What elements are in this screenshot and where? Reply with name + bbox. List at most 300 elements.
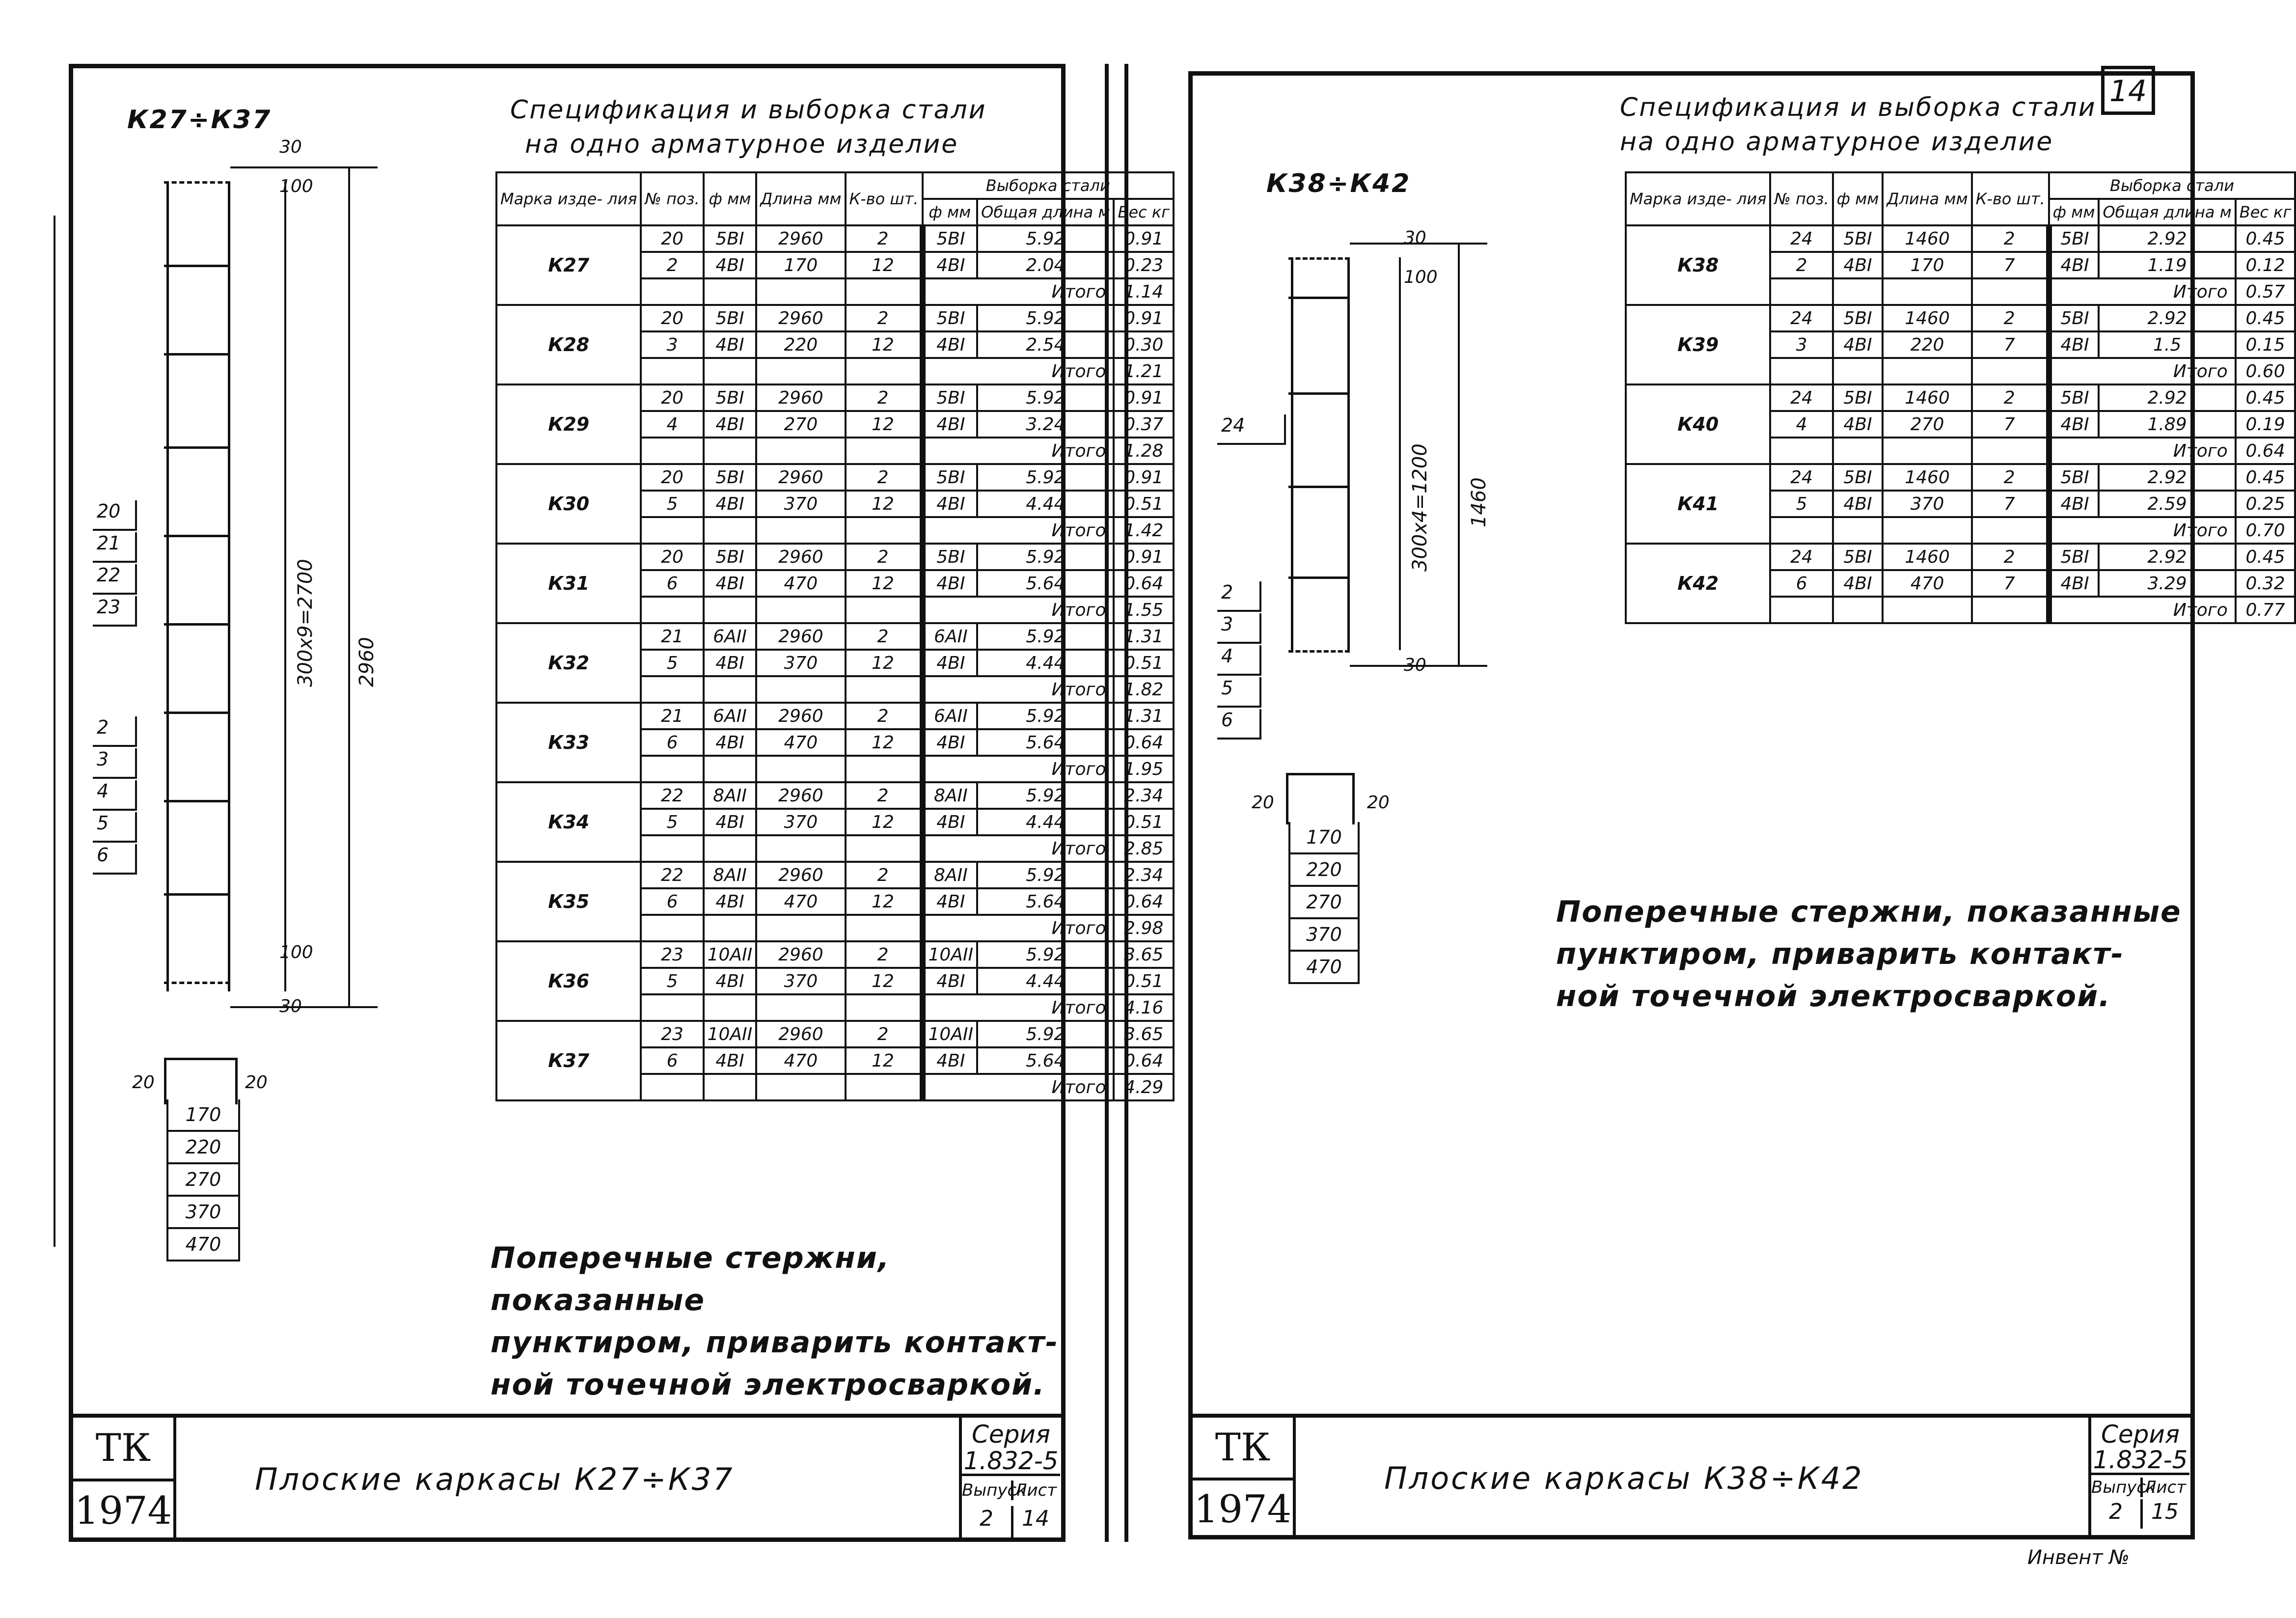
dim-end-top: 100 (279, 176, 313, 196)
col-count: К-во шт. (1972, 172, 2049, 225)
table-cell: 470 (756, 729, 845, 756)
table-cell: 2 (846, 305, 923, 331)
table-cell: 0.12 (2236, 252, 2296, 278)
table-cell: 0.51 (1114, 650, 1174, 676)
position-label: 22 (93, 564, 137, 595)
dimension-line (348, 166, 350, 1006)
spec-table (495, 171, 1175, 1101)
table-cell: 0.91 (1114, 305, 1174, 331)
table-cell: 4ВI (704, 1047, 757, 1074)
table-cell: 2.54 (977, 331, 1114, 358)
product-mark: К33 (496, 703, 641, 782)
col-length: Длина мм (756, 172, 845, 225)
dimension-line (1458, 243, 1460, 665)
position-label: 2 (1217, 581, 1261, 612)
table-row (496, 305, 1174, 331)
product-mark: К41 (1626, 464, 1770, 544)
table-cell: 2.92 (2099, 464, 2235, 491)
col-pos: № поз. (641, 172, 703, 225)
issue-label: Выпуск (962, 1481, 1027, 1500)
table-cell: 2 (1770, 252, 1832, 278)
table-cell: 170 (1883, 252, 1971, 278)
table-cell: 2 (1972, 544, 2049, 570)
note-line: пунктиром, приварить контакт- (1556, 937, 2125, 971)
table-cell: 2 (846, 862, 923, 888)
empty-cell (756, 756, 845, 782)
product-mark: К35 (496, 862, 641, 941)
corner-label: К38÷К42 (1266, 169, 1411, 198)
table-cell: 0.91 (1114, 384, 1174, 411)
table-row (496, 464, 1174, 491)
dim-top: 30 (279, 137, 302, 157)
table-cell: 470 (756, 570, 845, 597)
table-cell: 12 (846, 331, 923, 358)
width-value: 220 (1288, 854, 1360, 887)
table-cell: 4ВI (1833, 570, 1883, 597)
cage-crossbar (164, 353, 230, 356)
table-cell: 1.31 (1114, 623, 1174, 650)
table-cell: 0.32 (2236, 570, 2296, 597)
col-length: Длина мм (1883, 172, 1971, 225)
dim-step: 300х9=2700 (294, 559, 317, 687)
table-cell: 5ВI (704, 384, 757, 411)
table-cell: 2.92 (2099, 384, 2235, 411)
total-value: 1.55 (1114, 597, 1174, 623)
table-cell: 5.92 (977, 225, 1114, 252)
total-value: 1.95 (1114, 756, 1174, 782)
table-cell: 470 (756, 888, 845, 915)
empty-cell (1883, 517, 1971, 544)
position-label: 2 (93, 716, 137, 747)
empty-cell (1770, 517, 1832, 544)
empty-cell (704, 835, 757, 862)
issue-number: 2 (962, 1506, 1013, 1541)
table-cell: 2960 (756, 623, 845, 650)
table-cell: 5.92 (977, 782, 1114, 809)
table-cell: 6АII (923, 623, 978, 650)
table-cell: 20 (641, 464, 703, 491)
org-code: ТК (73, 1418, 176, 1479)
col-dia: ф мм (1833, 172, 1883, 225)
empty-cell (756, 278, 845, 305)
col-sel-dia: ф мм (923, 199, 978, 225)
issue-number: 2 (2091, 1499, 2143, 1529)
empty-cell (1770, 358, 1832, 384)
table-cell: 4ВI (704, 411, 757, 438)
table-cell: 1460 (1883, 384, 1971, 411)
position-label: 5 (1217, 677, 1261, 708)
table-cell: 220 (1883, 331, 1971, 358)
cage-crossbar (1288, 650, 1350, 653)
series-number: 1.832-5 (962, 1448, 1060, 1476)
table-cell: 2.34 (1114, 782, 1174, 809)
width-offset-right: 20 (1367, 793, 1390, 813)
table-cell: 24 (1770, 384, 1832, 411)
table-cell: 5.92 (977, 544, 1114, 570)
table-cell: 1460 (1883, 464, 1971, 491)
dim-total: 2960 (355, 637, 378, 687)
sheet-number: 15 (2151, 1499, 2179, 1524)
table-cell: 4ВI (704, 331, 757, 358)
series-label: Серия (972, 1420, 1050, 1449)
table-cell: 7 (1972, 411, 2049, 438)
table-row (496, 623, 1174, 650)
col-mark: Марка изде- лия (496, 172, 641, 225)
empty-cell (704, 1074, 757, 1100)
stamp-year: 1974 (1193, 1478, 1296, 1539)
table-cell: 3 (641, 331, 703, 358)
table-cell: 0.91 (1114, 225, 1174, 252)
dim-bottom: 30 (1404, 655, 1426, 675)
empty-cell (846, 915, 923, 941)
table-cell: 2 (1972, 305, 2049, 331)
table-cell: 1.19 (2099, 252, 2235, 278)
table-cell: 470 (1883, 570, 1971, 597)
table-cell: 8АII (704, 782, 757, 809)
table-cell: 5.64 (977, 729, 1114, 756)
table-cell: 5 (641, 809, 703, 835)
cage-crossbar (164, 712, 230, 714)
product-mark: К27 (496, 225, 641, 305)
table-cell: 4.44 (977, 968, 1114, 994)
table-cell: 5ВI (923, 305, 978, 331)
table-cell: 24 (1770, 464, 1832, 491)
table-cell: 20 (641, 384, 703, 411)
table-row (1626, 225, 2295, 252)
product-mark: К39 (1626, 305, 1770, 384)
table-cell: 5ВI (704, 225, 757, 252)
table-cell: 1.89 (2099, 411, 2235, 438)
empty-cell (756, 358, 845, 384)
table-row (1626, 464, 2295, 491)
dim-total: 1460 (1468, 477, 1490, 527)
product-mark: К29 (496, 384, 641, 464)
table-cell: 7 (1972, 570, 2049, 597)
table-cell: 4ВI (704, 491, 757, 517)
empty-cell (756, 438, 845, 464)
table-cell: 1.5 (2099, 331, 2235, 358)
width-section-frame (1286, 773, 1355, 824)
table-cell: 5ВI (1833, 544, 1883, 570)
table-cell: 2 (846, 941, 923, 968)
table-cell: 4 (641, 411, 703, 438)
cage-crossbar (164, 982, 230, 984)
note-line: ной точечной электросваркой. (1556, 979, 2111, 1014)
empty-cell (756, 994, 845, 1021)
dimension-line (284, 181, 286, 991)
total-label: Итого (923, 756, 1114, 782)
table-cell: 0.91 (1114, 464, 1174, 491)
total-label: Итого (2049, 438, 2236, 464)
table-cell: 4ВI (923, 1047, 978, 1074)
position-label: 3 (93, 748, 137, 779)
table-cell: 2 (846, 623, 923, 650)
total-label: Итого (923, 438, 1114, 464)
table-row (1626, 384, 2295, 411)
empty-cell (1883, 358, 1971, 384)
width-value: 270 (1288, 887, 1360, 919)
table-cell: 10АII (923, 941, 978, 968)
table-row (496, 862, 1174, 888)
table-cell: 0.37 (1114, 411, 1174, 438)
table-cell: 4.44 (977, 809, 1114, 835)
table-cell: 2 (846, 384, 923, 411)
table-cell: 4ВI (2049, 411, 2099, 438)
position-label: 6 (1217, 709, 1261, 740)
table-cell: 4ВI (1833, 491, 1883, 517)
cage-crossbar (1288, 257, 1350, 260)
table-cell: 1460 (1883, 225, 1971, 252)
empty-cell (846, 278, 923, 305)
table-cell: 4ВI (923, 570, 978, 597)
dim-step: 300х4=1200 (1409, 443, 1431, 572)
empty-cell (846, 438, 923, 464)
table-cell: 0.51 (1114, 968, 1174, 994)
empty-cell (756, 676, 845, 703)
table-cell: 2 (846, 464, 923, 491)
empty-cell (704, 994, 757, 1021)
table-cell: 10АII (704, 1021, 757, 1047)
drawing-title: Плоские каркасы К27÷К37 (176, 1418, 962, 1541)
empty-cell (1833, 517, 1883, 544)
table-cell: 21 (641, 703, 703, 729)
product-mark: К31 (496, 544, 641, 623)
table-cell: 2.92 (2099, 305, 2235, 331)
table-cell: 7 (1972, 252, 2049, 278)
total-label: Итого (923, 358, 1114, 384)
empty-cell (704, 517, 757, 544)
empty-cell (1770, 278, 1832, 305)
table-cell: 23 (641, 941, 703, 968)
table-cell: 370 (756, 968, 845, 994)
cage-frame (166, 181, 230, 991)
table-cell: 5.92 (977, 862, 1114, 888)
table-cell: 5.92 (977, 305, 1114, 331)
table-cell: 4ВI (1833, 252, 1883, 278)
width-value: 470 (1288, 952, 1360, 984)
title-block (1193, 1414, 2190, 1535)
col-sel-dia: ф мм (2049, 199, 2099, 225)
table-cell: 5ВI (923, 544, 978, 570)
dim-top: 30 (1404, 228, 1426, 248)
empty-cell (641, 1074, 703, 1100)
table-cell: 20 (641, 544, 703, 570)
table-row (496, 225, 1174, 252)
table-cell: 12 (846, 252, 923, 278)
empty-cell (756, 835, 845, 862)
table-cell: 5.92 (977, 703, 1114, 729)
table-cell: 6АII (704, 703, 757, 729)
table-cell: 12 (846, 491, 923, 517)
table-cell: 6АII (923, 703, 978, 729)
total-value: 1.21 (1114, 358, 1174, 384)
table-cell: 4ВI (704, 968, 757, 994)
empty-cell (641, 597, 703, 623)
empty-cell (704, 358, 757, 384)
table-cell: 0.64 (1114, 570, 1174, 597)
table-cell: 2960 (756, 862, 845, 888)
total-label: Итого (923, 1074, 1114, 1100)
table-cell: 5.64 (977, 888, 1114, 915)
empty-cell (846, 756, 923, 782)
product-mark: К40 (1626, 384, 1770, 464)
table-cell: 12 (846, 968, 923, 994)
col-pos: № поз. (1770, 172, 1832, 225)
col-sel-total: Общая длина м (2099, 199, 2235, 225)
table-cell: 22 (641, 862, 703, 888)
table-cell: 5ВI (2049, 384, 2099, 411)
empty-cell (641, 835, 703, 862)
table-cell: 3 (1770, 331, 1832, 358)
spec-table (1625, 171, 2296, 624)
table-cell: 270 (1883, 411, 1971, 438)
empty-cell (756, 1074, 845, 1100)
table-cell: 6 (641, 729, 703, 756)
empty-cell (756, 517, 845, 544)
position-label: 24 (1217, 414, 1286, 445)
table-cell: 1460 (1883, 544, 1971, 570)
total-value: 4.16 (1114, 994, 1174, 1021)
width-value: 270 (166, 1164, 240, 1197)
table-cell: 5.92 (977, 384, 1114, 411)
width-section-frame (164, 1058, 238, 1104)
table-cell: 2.04 (977, 252, 1114, 278)
total-label: Итого (923, 835, 1114, 862)
table-cell: 4.44 (977, 491, 1114, 517)
total-value: 1.42 (1114, 517, 1174, 544)
series-number: 1.832-5 (2091, 1447, 2189, 1475)
empty-cell (846, 597, 923, 623)
empty-cell (1883, 438, 1971, 464)
table-row (496, 782, 1174, 809)
empty-cell (1972, 597, 2049, 623)
empty-cell (1770, 438, 1832, 464)
table-cell: 6 (641, 1047, 703, 1074)
sheet-label: Лист (2143, 1478, 2187, 1497)
total-label: Итого (923, 278, 1114, 305)
cage-crossbar (1288, 486, 1350, 488)
table-cell: 2 (1972, 225, 2049, 252)
empty-cell (641, 915, 703, 941)
table-row (496, 384, 1174, 411)
total-label: Итого (923, 517, 1114, 544)
table-cell: 5 (641, 968, 703, 994)
inventory-label: Инвент № (2027, 1546, 2130, 1569)
table-cell: 470 (756, 1047, 845, 1074)
note-line: пунктиром, приварить контакт- (491, 1325, 1059, 1360)
table-cell: 4ВI (704, 888, 757, 915)
table-row (496, 703, 1174, 729)
stamp-year: 1974 (73, 1479, 176, 1541)
table-cell: 4ВI (923, 252, 978, 278)
empty-cell (1972, 358, 2049, 384)
col-dia: ф мм (704, 172, 757, 225)
table-cell: 12 (846, 809, 923, 835)
empty-cell (641, 676, 703, 703)
empty-cell (704, 756, 757, 782)
table-cell: 5ВI (2049, 464, 2099, 491)
table-cell: 270 (756, 411, 845, 438)
table-cell: 0.45 (2236, 305, 2296, 331)
empty-cell (704, 597, 757, 623)
total-value: 4.29 (1114, 1074, 1174, 1100)
table-cell: 0.51 (1114, 809, 1174, 835)
table-cell: 4 (1770, 411, 1832, 438)
empty-cell (704, 676, 757, 703)
col-sel-weight: Вес кг (2236, 199, 2296, 225)
empty-cell (1972, 438, 2049, 464)
table-cell: 22 (641, 782, 703, 809)
empty-cell (1770, 597, 1832, 623)
cage-crossbar (164, 800, 230, 802)
table-cell: 1.31 (1114, 703, 1174, 729)
position-label: 20 (93, 500, 137, 531)
table-cell: 24 (1770, 305, 1832, 331)
empty-cell (846, 1074, 923, 1100)
width-offset-left: 20 (132, 1072, 155, 1093)
sheet-label: Лист (1014, 1481, 1057, 1500)
table-cell: 2960 (756, 941, 845, 968)
table-cell: 4ВI (704, 729, 757, 756)
table-cell: 0.64 (1114, 888, 1174, 915)
issue-label: Выпуск (2091, 1478, 2156, 1497)
table-cell: 4ВI (923, 331, 978, 358)
table-cell: 4ВI (1833, 331, 1883, 358)
empty-cell (641, 517, 703, 544)
cage-crossbar (164, 623, 230, 626)
width-offset-right: 20 (245, 1072, 268, 1093)
empty-cell (846, 517, 923, 544)
table-cell: 370 (1883, 491, 1971, 517)
table-cell: 5 (1770, 491, 1832, 517)
dim-end-bottom: 100 (279, 942, 313, 962)
width-value: 370 (166, 1197, 240, 1229)
table-cell: 8АII (704, 862, 757, 888)
table-cell: 10АII (704, 941, 757, 968)
table-cell: 5ВI (1833, 464, 1883, 491)
table-cell: 0.51 (1114, 491, 1174, 517)
table-cell: 12 (846, 729, 923, 756)
table-cell: 6АII (704, 623, 757, 650)
table-cell: 0.64 (1114, 729, 1174, 756)
width-offset-left: 20 (1252, 793, 1274, 813)
table-cell: 0.45 (2236, 464, 2296, 491)
table-cell: 0.45 (2236, 544, 2296, 570)
empty-cell (641, 438, 703, 464)
dimension-line (1399, 257, 1401, 650)
table-cell: 4ВI (2049, 252, 2099, 278)
empty-cell (1972, 517, 2049, 544)
width-value: 220 (166, 1132, 240, 1164)
product-mark: К28 (496, 305, 641, 384)
total-value: 0.60 (2236, 358, 2296, 384)
table-row (496, 544, 1174, 570)
table-cell: 4ВI (2049, 331, 2099, 358)
table-cell: 2960 (756, 544, 845, 570)
table-cell: 24 (1770, 544, 1832, 570)
spec-heading-line2: на одно арматурное изделие (1620, 127, 2054, 157)
col-sel-total: Общая длина м (977, 199, 1114, 225)
width-value: 170 (166, 1099, 240, 1132)
table-cell: 370 (756, 491, 845, 517)
table-cell: 12 (846, 1047, 923, 1074)
total-value: 1.82 (1114, 676, 1174, 703)
table-cell: 2.34 (1114, 862, 1174, 888)
empty-cell (846, 835, 923, 862)
table-cell: 5ВI (923, 384, 978, 411)
table-cell: 4ВI (2049, 491, 2099, 517)
total-value: 0.77 (2236, 597, 2296, 623)
